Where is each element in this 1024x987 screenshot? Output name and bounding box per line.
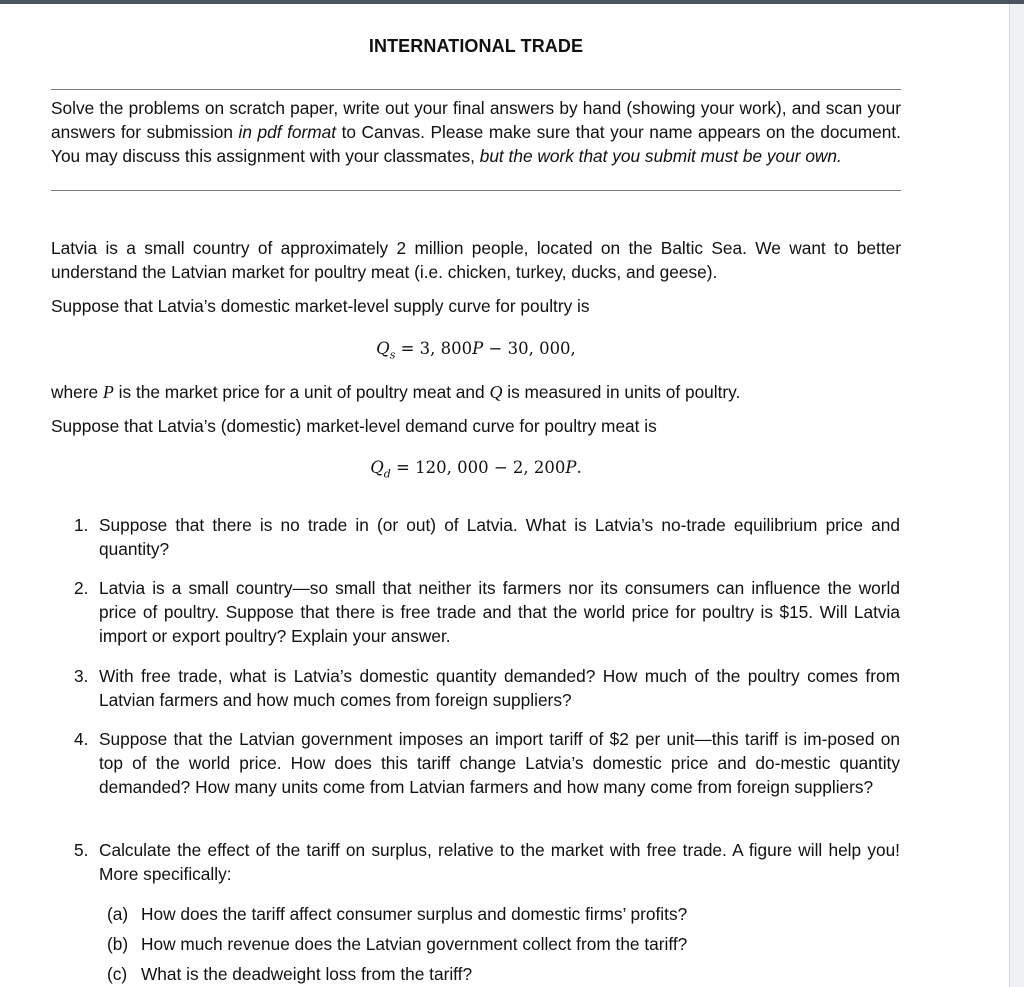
question-number: 4. [74,729,89,749]
top-rule [51,89,901,90]
document-title: INTERNATIONAL TRADE [368,36,584,56]
paragraph-supply-intro: Suppose that Latvia’s domestic market-level supply curve for poultry is [51,296,590,316]
viewer-top-bar [0,0,1024,4]
subquestion-text: What is the deadweight loss from the tariff? [141,964,473,984]
question-number: 5. [74,840,89,860]
bottom-rule [51,190,901,191]
instructions-box [51,96,901,168]
paragraph-demand-intro: Suppose that Latvia’s (domestic) market-level demand curve for poultry meat is [51,416,657,436]
question-text: With free trade, what is Latvia’s domestic quantity demanded? How much of the poultry comes from Latvian farmers and how much comes from foreign suppliers? [99,666,900,710]
intro-italic-1: in pdf format [238,122,337,142]
subquestion-text: How does the tariff affect consumer surplus and domestic firms’ profits? [141,904,688,924]
question-number: 2. [74,578,89,598]
question-text: Suppose that there is no trade in (or out) of Latvia. What is Latvia’s no-trade equilibrium price and quantity? [99,515,900,559]
supply-equation: $Q_s = 3$, 800P − 30, 000, [376,339,576,362]
subquestion-label: (b) [107,934,129,954]
question-text: Calculate the effect of the tariff on surplus, relative to the market with free trade. A figure will help you! More specifically: [99,840,900,884]
intro-text-2: to Canvas. Please make sure that your name appears on the document. You may discuss this assignment with your classmates, [51,122,901,166]
subquestion-label: (c) [107,964,128,984]
question-number: 1. [74,515,89,535]
question-text: Latvia is a small country—so small that neither its farmers nor its consumers can influence the world price of poultry. Suppose that there is free trade and that the world price for poultry is $15. Will Latvia import or export poultry? Explain your answer. [99,578,900,646]
subquestion-text: How much revenue does the Latvian government collect from the tariff? [141,934,688,954]
demand-equation: $Q_d = 120$, 000 − 2, 200P. [370,458,582,481]
paragraph-latvia: Latvia is a small country of approximately 2 million people, located on the Baltic Sea. We want to better understand the Latvian market for poultry meat (i.e. chicken, turkey, ducks, and geese). [51,238,901,282]
question-number: 3. [74,666,89,686]
subquestion-label: (a) [107,904,129,924]
paragraph-where: where P is the market price for a unit of poultry meat and Q is measured in units of poultry. [51,382,741,402]
viewer-scrollbar[interactable] [1009,4,1024,987]
intro-text-1: Solve the problems on scratch paper, write out your final answers by hand (showing your work), and scan your answers for submission [51,98,901,142]
question-text: Suppose that the Latvian government imposes an import tariff of $2 per unit—this tariff is im-posed on top of the world price. How does this tariff change Latvia’s domestic price and do-mestic quantity demanded? How many units come from Latvian farmers and how many come from foreign suppliers? [99,729,900,797]
intro-italic-2: but the work that you submit must be your own. [479,146,842,166]
